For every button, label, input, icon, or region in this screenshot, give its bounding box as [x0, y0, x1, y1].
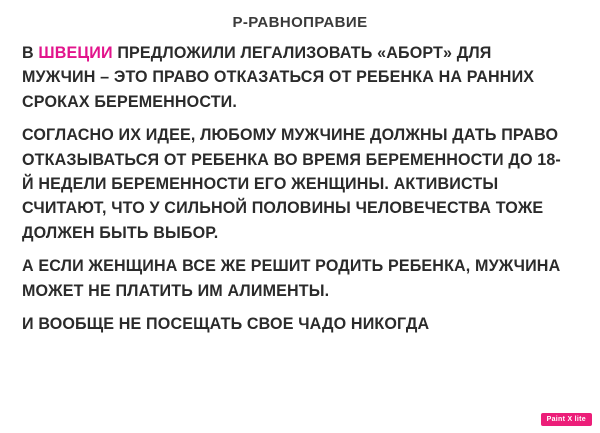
page-title: Р-РАВНОПРАВИЕ: [232, 14, 368, 31]
body-text-block: [22, 41, 578, 336]
country-highlight: ШВЕЦИИ: [38, 43, 113, 62]
paragraph-1-rest: ПРЕДЛОЖИЛИ ЛЕГАЛИЗОВАТЬ «АБОРТ» ДЛЯ МУЖЧИН – ЭТО ПРАВО ОТКАЗАТЬСЯ ОТ РЕБЕНКА НА РАННИХ СРОКАХ БЕРЕМЕННОСТИ.: [22, 43, 535, 111]
paragraph-4: И ВООБЩЕ НЕ ПОСЕЩАТЬ СВОЕ ЧАДО НИКОГДА: [22, 313, 430, 333]
paragraph-2: СОГЛАСНО ИХ ИДЕЕ, ЛЮБОМУ МУЖЧИНЕ ДОЛЖНЫ ДАТЬ ПРАВО ОТКАЗЫВАТЬСЯ ОТ РЕБЕНКА ВО ВРЕМЯ БЕРЕМЕННОСТИ ДО 18-Й НЕДЕЛИ БЕРЕМЕННОСТИ ЕГО ЖЕНЩИНЫ. АКТИВИСТЫ СЧИТАЮТ, ЧТО У СИЛЬНОЙ ПОЛОВИНЫ ЧЕЛОВЕЧЕСТВА ТОЖЕ ДОЛЖЕН БЫТЬ ВЫБОР.: [22, 125, 561, 242]
paragraph-3: А ЕСЛИ ЖЕНЩИНА ВСЕ ЖЕ РЕШИТ РОДИТЬ РЕБЕНКА, МУЖЧИНА МОЖЕТ НЕ ПЛАТИТЬ ИМ АЛИМЕНТЫ.: [22, 256, 561, 300]
paragraph-1-lead: В: [22, 43, 39, 62]
watermark-badge: Paint X lite: [541, 413, 592, 426]
paragraph-1: [22, 41, 561, 114]
